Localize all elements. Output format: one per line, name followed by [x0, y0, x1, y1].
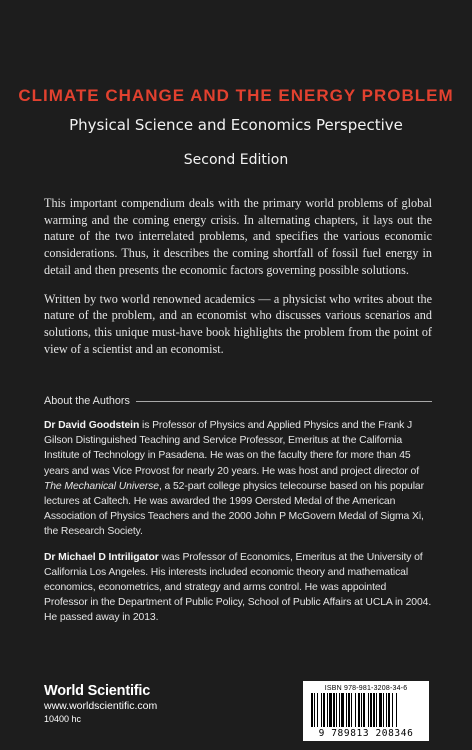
isbn-label: ISBN 978-981-3208-34-6: [324, 685, 408, 692]
about-authors-label: About the Authors: [44, 395, 130, 407]
author-name-intriligator: Dr Michael D Intriligator: [44, 551, 159, 563]
description-paragraph-1: This important compendium deals with the primary world problems of global warming and the coming energy crisis. In alternating chapters, it lays out the nature of the two interrelated problems, and specifies the various economic considerations. Thus, it describes the coming shortfall of fossil fuel energy in detail and then presents the economic factors governing possible solutions.: [44, 196, 432, 277]
author-bio-intriligator: [44, 550, 432, 626]
book-title: CLIMATE CHANGE AND THE ENERGY PROBLEM: [18, 86, 454, 105]
authors-section: [44, 418, 432, 636]
book-description: [44, 195, 432, 369]
book-subtitle: Physical Science and Economics Perspective: [69, 116, 403, 134]
author-bio-goodstein: [44, 418, 432, 540]
barcode-icon: [311, 693, 421, 727]
publisher-block: [44, 683, 157, 724]
author-bio-goodstein-text-a: is Professor of Physics and Applied Physics and the Frank J Gilson Distinguished Teaching and Service Professor, Emeritus at the California Institute of Technology in Pasadena. He was on the faculty there for more than 45 years and was Vice Provost for nearly 20 years. He was host and project director of: [44, 420, 419, 477]
about-authors-heading: [44, 395, 432, 407]
isbn-barcode-box: [303, 681, 429, 741]
description-paragraph-2: Written by two world renowned academics — a physicist who writes about the nature of the problem, and an economist who discusses various scenarios and solutions, this unique must-have book highlights the problem from the point of view of a scientist and an economist.: [44, 291, 432, 356]
author-bio-goodstein-text-b: , a 52-part college physics telecourse based on his popular lectures at Caltech. He was awarded the 1999 Oersted Medal of the American Association of Physics Teachers and the 2000 John P McGovern Medal of Sigma Xi, the Research Society.: [44, 480, 424, 538]
edition-label: Second Edition: [183, 152, 289, 168]
product-code: 10400 hc: [44, 714, 82, 724]
author-name-goodstein: Dr David Goodstein: [44, 420, 140, 431]
publisher-name: World Scientific: [44, 683, 151, 699]
heading-divider: [136, 401, 432, 402]
barcode-digits: 9 789813 208346: [318, 728, 414, 739]
publisher-url: www.worldscientific.com: [44, 700, 158, 712]
author-bio-intriligator-text: was Professor of Economics, Emeritus at the University of California Los Angeles. His interests included economic theory and mathematical economics, econometrics, and strategy and arms control. He was appointed Professor in the Department of Public Policy, School of Public Affairs at UCLA in 2004. He passed away in 2013.: [44, 551, 432, 624]
author-work-title: The Mechanical Universe: [44, 480, 159, 492]
